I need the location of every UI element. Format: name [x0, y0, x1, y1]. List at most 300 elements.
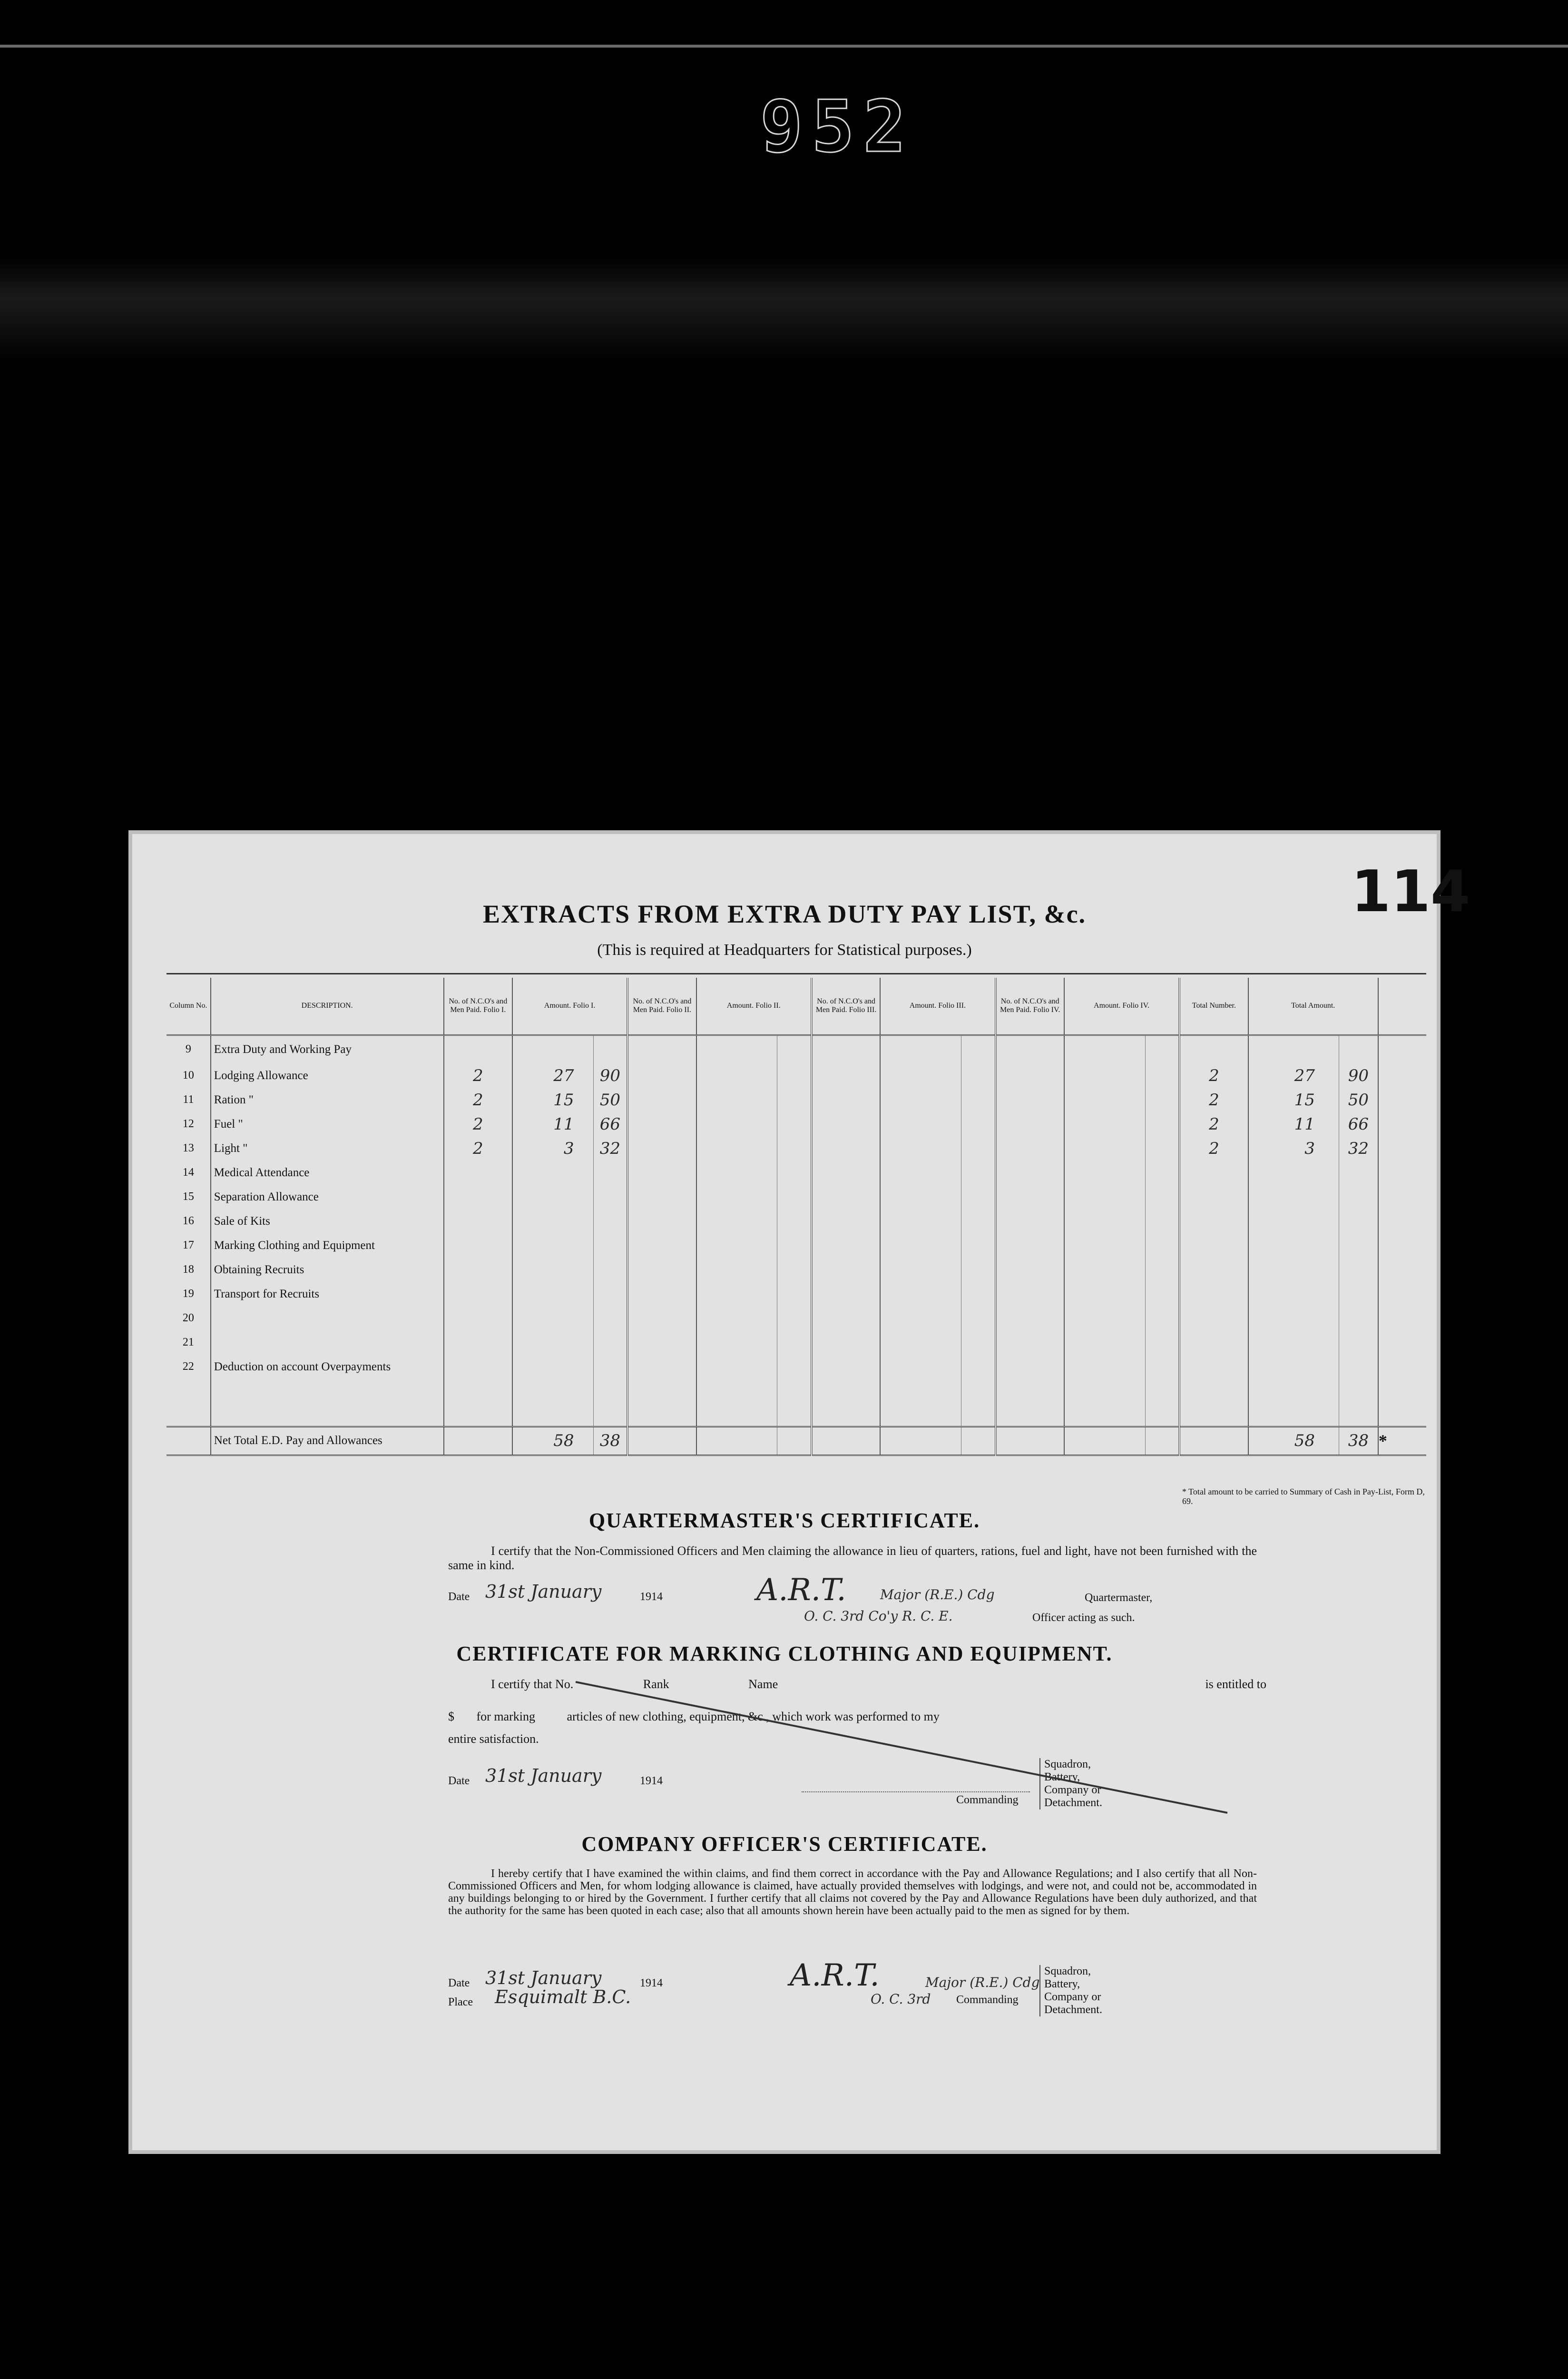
row-total-dollars [1248, 1258, 1339, 1282]
spacer-cell [1145, 1379, 1179, 1426]
table-row [167, 1355, 1426, 1379]
net-total-blank-no [167, 1426, 211, 1455]
row-total-cents [1339, 1035, 1378, 1063]
row-description: Medical Attendance [211, 1160, 444, 1185]
table-row [167, 1088, 1426, 1112]
row-total-dollars [1248, 1185, 1339, 1209]
row-cents-folio-4 [1145, 1035, 1179, 1063]
row-dollars-folio-4 [1064, 1330, 1145, 1355]
row-cents-folio-4 [1145, 1258, 1179, 1282]
row-cents-folio-1: 90 [593, 1063, 627, 1088]
row-total-dollars: 15 [1248, 1088, 1339, 1112]
row-total-dollars [1248, 1282, 1339, 1306]
row-cents-folio-3 [961, 1063, 995, 1088]
spacer-cell [777, 1379, 812, 1426]
quartermaster-role-2: Officer acting as such. [1032, 1612, 1135, 1624]
row-cents-folio-3 [961, 1330, 995, 1355]
row-cents-folio-4 [1145, 1306, 1179, 1330]
row-cents-folio-4 [1145, 1233, 1179, 1258]
row-description: Fuel " [211, 1112, 444, 1136]
row-cents-folio-2 [777, 1209, 812, 1233]
row-dollars-folio-2 [696, 1233, 777, 1258]
row-total-dollars: 11 [1248, 1112, 1339, 1136]
row-cents-folio-3 [961, 1306, 995, 1330]
row-count-folio-3 [812, 1258, 880, 1282]
row-cents-folio-2 [777, 1063, 812, 1088]
row-count-folio-4 [996, 1258, 1064, 1282]
row-count-folio-3 [812, 1209, 880, 1233]
header-description: DESCRIPTION. [211, 978, 444, 1035]
net-total-empty-cell [1145, 1426, 1179, 1455]
table-row [167, 1112, 1426, 1136]
marking-dollar-label: $ [448, 1710, 454, 1723]
net-total-asterisk: * [1378, 1431, 1387, 1450]
row-count-folio-1 [444, 1233, 512, 1258]
row-dollars-folio-4 [1064, 1063, 1145, 1088]
spacer-cell [512, 1379, 593, 1426]
row-dollars-folio-2 [696, 1330, 777, 1355]
row-cents-folio-4 [1145, 1282, 1179, 1306]
row-total-number [1179, 1330, 1248, 1355]
row-count-folio-2 [627, 1282, 696, 1306]
row-total-cents: 90 [1339, 1063, 1378, 1088]
table-row [167, 1282, 1426, 1306]
row-total-number: 2 [1179, 1088, 1248, 1112]
row-cents-folio-4 [1145, 1355, 1179, 1379]
row-dollars-folio-2 [696, 1185, 777, 1209]
company-date-handwritten: 31st January [485, 1967, 602, 1988]
row-total-number: 2 [1179, 1136, 1248, 1160]
row-count-folio-4 [996, 1160, 1064, 1185]
net-total-dollars-folio-1: 58 [512, 1426, 593, 1455]
header-nco-folio-2: No. of N.C.O's and Men Paid. Folio II. [627, 978, 696, 1035]
row-count-folio-4 [996, 1136, 1064, 1160]
row-count-folio-3 [812, 1035, 880, 1063]
marking-no-label: I certify that No. [491, 1677, 574, 1691]
row-cents-folio-1 [593, 1160, 627, 1185]
company-commanding-label: Commanding [956, 1994, 1019, 2006]
net-total-cents-folio-1: 38 [593, 1426, 627, 1455]
row-cents-folio-2 [777, 1355, 812, 1379]
row-dollars-folio-2 [696, 1136, 777, 1160]
table-row [167, 1035, 1426, 1063]
row-total-dollars [1248, 1035, 1339, 1063]
row-column-no: 11 [167, 1088, 211, 1112]
row-dollars-folio-4 [1064, 1209, 1145, 1233]
row-total-number [1179, 1282, 1248, 1306]
marking-rank-label: Rank [643, 1677, 669, 1691]
row-description [211, 1306, 444, 1330]
net-total-cents: 38 [1339, 1426, 1378, 1455]
row-total-number [1179, 1160, 1248, 1185]
row-count-folio-1 [444, 1160, 512, 1185]
header-nco-folio-1: No. of N.C.O's and Men Paid. Folio I. [444, 978, 512, 1035]
row-total-cents: 66 [1339, 1112, 1378, 1136]
row-count-folio-3 [812, 1330, 880, 1355]
table-row [167, 1185, 1426, 1209]
row-dollars-folio-4 [1064, 1355, 1145, 1379]
header-amount-folio-1: Amount. Folio I. [512, 978, 627, 1035]
net-total-empty-cell [812, 1426, 880, 1455]
row-cents-folio-4 [1145, 1330, 1179, 1355]
row-count-folio-1: 2 [444, 1136, 512, 1160]
marking-for-label: for marking [476, 1710, 535, 1723]
row-count-folio-2 [627, 1355, 696, 1379]
quartermaster-signature: A.R.T. [756, 1573, 846, 1608]
row-cents-folio-3 [961, 1088, 995, 1112]
row-cents-folio-3 [961, 1035, 995, 1063]
marking-year: 1914 [640, 1775, 663, 1787]
marking-unit-options: Squadron, Battery, Company or Detachment. [1039, 1758, 1116, 1809]
row-total-number [1179, 1355, 1248, 1379]
row-count-folio-4 [996, 1282, 1064, 1306]
row-dollars-folio-3 [880, 1355, 961, 1379]
table-row [167, 1136, 1426, 1160]
row-blank [1378, 1233, 1426, 1258]
row-dollars-folio-4 [1064, 1160, 1145, 1185]
marking-entitled-label: is entitled to [1205, 1677, 1266, 1691]
row-description: Obtaining Recruits [211, 1258, 444, 1282]
quartermaster-heading: QUARTERMASTER'S CERTIFICATE. [588, 1509, 980, 1532]
spacer-cell [696, 1379, 777, 1426]
header-total-number: Total Number. [1179, 978, 1248, 1035]
table-body [167, 1035, 1426, 1455]
row-total-dollars [1248, 1233, 1339, 1258]
row-dollars-folio-3 [880, 1233, 961, 1258]
table-spacer-row [167, 1379, 1426, 1426]
row-dollars-folio-1 [512, 1330, 593, 1355]
row-dollars-folio-1 [512, 1282, 593, 1306]
header-blank [1378, 978, 1426, 1035]
quartermaster-rank-handwritten: Major (R.E.) Cdg [880, 1587, 995, 1602]
net-total-number [1179, 1426, 1248, 1455]
row-dollars-folio-1 [512, 1185, 593, 1209]
row-dollars-folio-2 [696, 1112, 777, 1136]
spacer-cell [593, 1379, 627, 1426]
net-total-count-folio-1 [444, 1426, 512, 1455]
row-count-folio-1: 2 [444, 1112, 512, 1136]
marking-commanding-label: Commanding [956, 1794, 1019, 1806]
row-total-cents [1339, 1160, 1378, 1185]
row-column-no: 13 [167, 1136, 211, 1160]
row-count-folio-3 [812, 1063, 880, 1088]
row-total-dollars [1248, 1355, 1339, 1379]
row-total-dollars: 3 [1248, 1136, 1339, 1160]
company-rank-handwritten: Major (R.E.) Cdg [925, 1975, 1040, 1990]
spacer-cell [996, 1379, 1064, 1426]
row-blank [1378, 1306, 1426, 1330]
net-total-empty-cell [961, 1426, 995, 1455]
row-dollars-folio-4 [1064, 1035, 1145, 1063]
row-dollars-folio-2 [696, 1282, 777, 1306]
row-description: Separation Allowance [211, 1185, 444, 1209]
table-row [167, 1209, 1426, 1233]
row-cents-folio-1 [593, 1355, 627, 1379]
company-signature: A.R.T. [790, 1958, 880, 1993]
row-dollars-folio-1: 15 [512, 1088, 593, 1112]
row-dollars-folio-1: 3 [512, 1136, 593, 1160]
net-total-dollars: 58 [1248, 1426, 1339, 1455]
table-row [167, 1306, 1426, 1330]
row-count-folio-1 [444, 1185, 512, 1209]
row-count-folio-2 [627, 1136, 696, 1160]
row-cents-folio-1: 32 [593, 1136, 627, 1160]
row-count-folio-4 [996, 1088, 1064, 1112]
net-total-empty-cell [880, 1426, 961, 1455]
table-row [167, 1063, 1426, 1088]
row-cents-folio-1 [593, 1258, 627, 1282]
quartermaster-year: 1914 [640, 1591, 663, 1603]
row-cents-folio-3 [961, 1282, 995, 1306]
row-total-dollars [1248, 1160, 1339, 1185]
row-cents-folio-2 [777, 1088, 812, 1112]
row-total-cents: 50 [1339, 1088, 1378, 1112]
marking-date-handwritten: 31st January [485, 1765, 602, 1786]
row-count-folio-2 [627, 1112, 696, 1136]
marking-articles-label: articles of new clothing, equipment, &c., which work was performed to my [567, 1710, 940, 1723]
row-dollars-folio-4 [1064, 1185, 1145, 1209]
row-total-cents [1339, 1185, 1378, 1209]
row-dollars-folio-1 [512, 1258, 593, 1282]
quartermaster-date-handwritten: 31st January [485, 1581, 602, 1602]
row-cents-folio-2 [777, 1160, 812, 1185]
row-dollars-folio-4 [1064, 1088, 1145, 1112]
row-dollars-folio-1 [512, 1233, 593, 1258]
row-cents-folio-1: 50 [593, 1088, 627, 1112]
row-total-number [1179, 1185, 1248, 1209]
row-column-no: 14 [167, 1160, 211, 1185]
net-total-empty-cell [696, 1426, 777, 1455]
page-subtitle: (This is required at Headquarters for Statistical purposes.) [597, 941, 972, 959]
row-count-folio-2 [627, 1035, 696, 1063]
spacer-cell [961, 1379, 995, 1426]
row-dollars-folio-3 [880, 1063, 961, 1088]
row-count-folio-4 [996, 1209, 1064, 1233]
row-count-folio-3 [812, 1088, 880, 1112]
spacer-cell [1248, 1379, 1339, 1426]
marking-strike-through [552, 1677, 1265, 1820]
row-cents-folio-2 [777, 1185, 812, 1209]
row-column-no: 15 [167, 1185, 211, 1209]
row-dollars-folio-4 [1064, 1112, 1145, 1136]
net-total-label: Net Total E.D. Pay and Allowances [211, 1426, 444, 1455]
row-column-no: 20 [167, 1306, 211, 1330]
row-cents-folio-2 [777, 1136, 812, 1160]
row-blank [1378, 1112, 1426, 1136]
row-description: Extra Duty and Working Pay [211, 1035, 444, 1063]
spacer-cell [1179, 1379, 1248, 1426]
row-cents-folio-2 [777, 1233, 812, 1258]
row-count-folio-4 [996, 1112, 1064, 1136]
row-blank [1378, 1063, 1426, 1088]
row-count-folio-4 [996, 1185, 1064, 1209]
row-column-no: 17 [167, 1233, 211, 1258]
row-count-folio-2 [627, 1063, 696, 1088]
row-dollars-folio-4 [1064, 1233, 1145, 1258]
row-dollars-folio-2 [696, 1355, 777, 1379]
row-cents-folio-3 [961, 1160, 995, 1185]
row-blank [1378, 1355, 1426, 1379]
row-total-cents [1339, 1306, 1378, 1330]
spacer-cell [1339, 1379, 1378, 1426]
net-total-empty-cell [627, 1426, 696, 1455]
row-cents-folio-2 [777, 1112, 812, 1136]
row-count-folio-4 [996, 1355, 1064, 1379]
row-dollars-folio-1 [512, 1306, 593, 1330]
row-column-no: 10 [167, 1063, 211, 1088]
row-cents-folio-3 [961, 1258, 995, 1282]
row-total-number [1179, 1035, 1248, 1063]
row-total-dollars [1248, 1330, 1339, 1355]
row-dollars-folio-2 [696, 1258, 777, 1282]
row-count-folio-2 [627, 1209, 696, 1233]
table-row [167, 1233, 1426, 1258]
row-count-folio-4 [996, 1233, 1064, 1258]
row-count-folio-2 [627, 1258, 696, 1282]
row-count-folio-3 [812, 1185, 880, 1209]
row-column-no: 9 [167, 1035, 211, 1063]
quartermaster-role-1: Quartermaster, [1085, 1592, 1153, 1604]
row-dollars-folio-3 [880, 1209, 961, 1233]
row-blank [1378, 1282, 1426, 1306]
row-total-number [1179, 1258, 1248, 1282]
document-page [128, 830, 1470, 2154]
row-cents-folio-4 [1145, 1209, 1179, 1233]
row-count-folio-2 [627, 1306, 696, 1330]
row-count-folio-1 [444, 1330, 512, 1355]
row-dollars-folio-2 [696, 1063, 777, 1088]
row-cents-folio-1 [593, 1233, 627, 1258]
row-cents-folio-2 [777, 1330, 812, 1355]
row-count-folio-1 [444, 1282, 512, 1306]
row-dollars-folio-1 [512, 1160, 593, 1185]
row-cents-folio-1 [593, 1209, 627, 1233]
row-cents-folio-1 [593, 1185, 627, 1209]
row-cents-folio-3 [961, 1355, 995, 1379]
row-count-folio-3 [812, 1282, 880, 1306]
row-count-folio-2 [627, 1330, 696, 1355]
row-cents-folio-4 [1145, 1160, 1179, 1185]
row-cents-folio-4 [1145, 1063, 1179, 1088]
marking-date-label: Date [448, 1775, 470, 1787]
spacer-cell [880, 1379, 961, 1426]
net-total-empty-cell [1064, 1426, 1145, 1455]
header-amount-folio-4: Amount. Folio IV. [1064, 978, 1179, 1035]
row-total-number [1179, 1209, 1248, 1233]
quartermaster-unit-handwritten: O. C. 3rd Co'y R. C. E. [804, 1608, 953, 1624]
header-amount-folio-3: Amount. Folio III. [880, 978, 995, 1035]
row-cents-folio-2 [777, 1258, 812, 1282]
quartermaster-date-label: Date [448, 1591, 470, 1603]
row-dollars-folio-3 [880, 1136, 961, 1160]
company-date-label: Date [448, 1977, 470, 1989]
row-dollars-folio-3 [880, 1330, 961, 1355]
row-dollars-folio-3 [880, 1035, 961, 1063]
row-dollars-folio-1 [512, 1035, 593, 1063]
row-dollars-folio-2 [696, 1035, 777, 1063]
spacer-cell [1064, 1379, 1145, 1426]
row-column-no: 18 [167, 1258, 211, 1282]
row-total-cents [1339, 1258, 1378, 1282]
row-description [211, 1330, 444, 1355]
net-total-empty-cell [996, 1426, 1064, 1455]
row-dollars-folio-1 [512, 1209, 593, 1233]
row-total-number: 2 [1179, 1112, 1248, 1136]
header-amount-folio-2: Amount. Folio II. [696, 978, 812, 1035]
film-band [0, 257, 1568, 362]
marking-heading: CERTIFICATE FOR MARKING CLOTHING AND EQUIPMENT. [456, 1642, 1113, 1665]
row-cents-folio-1 [593, 1330, 627, 1355]
spacer-cell [211, 1379, 444, 1426]
row-cents-folio-4 [1145, 1136, 1179, 1160]
row-count-folio-3 [812, 1306, 880, 1330]
row-column-no: 22 [167, 1355, 211, 1379]
marking-line-3: entire satisfaction. [448, 1732, 539, 1746]
row-dollars-folio-1: 27 [512, 1063, 593, 1088]
row-count-folio-3 [812, 1233, 880, 1258]
table-row [167, 1160, 1426, 1185]
table-footnote: * Total amount to be carried to Summary of Cash in Pay-List, Form D, 69. [1182, 1487, 1425, 1506]
row-cents-folio-3 [961, 1112, 995, 1136]
company-unit-options: Squadron, Battery, Company or Detachment. [1039, 1965, 1116, 2016]
row-dollars-folio-3 [880, 1112, 961, 1136]
spacer-cell [444, 1379, 512, 1426]
row-column-no: 16 [167, 1209, 211, 1233]
row-dollars-folio-4 [1064, 1136, 1145, 1160]
row-count-folio-1: 2 [444, 1063, 512, 1088]
row-count-folio-2 [627, 1088, 696, 1112]
row-cents-folio-4 [1145, 1185, 1179, 1209]
row-dollars-folio-3 [880, 1185, 961, 1209]
row-count-folio-1 [444, 1209, 512, 1233]
row-blank [1378, 1209, 1426, 1233]
row-count-folio-4 [996, 1330, 1064, 1355]
spacer-cell [1378, 1379, 1426, 1426]
row-cents-folio-3 [961, 1136, 995, 1160]
row-total-cents [1339, 1209, 1378, 1233]
row-count-folio-1 [444, 1035, 512, 1063]
company-unit-handwritten: O. C. 3rd [871, 1991, 931, 2007]
film-frame-line [0, 45, 1568, 48]
row-description: Marking Clothing and Equipment [211, 1233, 444, 1258]
frame-number: 952 [760, 86, 915, 168]
row-count-folio-4 [996, 1306, 1064, 1330]
row-count-folio-2 [627, 1185, 696, 1209]
row-cents-folio-4 [1145, 1112, 1179, 1136]
row-blank [1378, 1160, 1426, 1185]
row-cents-folio-3 [961, 1233, 995, 1258]
row-total-dollars [1248, 1306, 1339, 1330]
row-cents-folio-4 [1145, 1088, 1179, 1112]
table-row [167, 1330, 1426, 1355]
row-description: Ration " [211, 1088, 444, 1112]
header-nco-folio-4: No. of N.C.O's and Men Paid. Folio IV. [996, 978, 1064, 1035]
row-column-no: 12 [167, 1112, 211, 1136]
company-place-handwritten: Esquimalt B.C. [495, 1986, 631, 2007]
header-nco-folio-3: No. of N.C.O's and Men Paid. Folio III. [812, 978, 880, 1035]
row-count-folio-2 [627, 1160, 696, 1185]
row-blank [1378, 1330, 1426, 1355]
row-blank [1378, 1258, 1426, 1282]
row-dollars-folio-3 [880, 1088, 961, 1112]
row-column-no: 19 [167, 1282, 211, 1306]
row-cents-folio-3 [961, 1209, 995, 1233]
row-blank [1378, 1185, 1426, 1209]
row-dollars-folio-2 [696, 1209, 777, 1233]
row-dollars-folio-3 [880, 1306, 961, 1330]
company-heading: COMPANY OFFICER'S CERTIFICATE. [581, 1832, 988, 1856]
net-total-empty-cell [777, 1426, 812, 1455]
